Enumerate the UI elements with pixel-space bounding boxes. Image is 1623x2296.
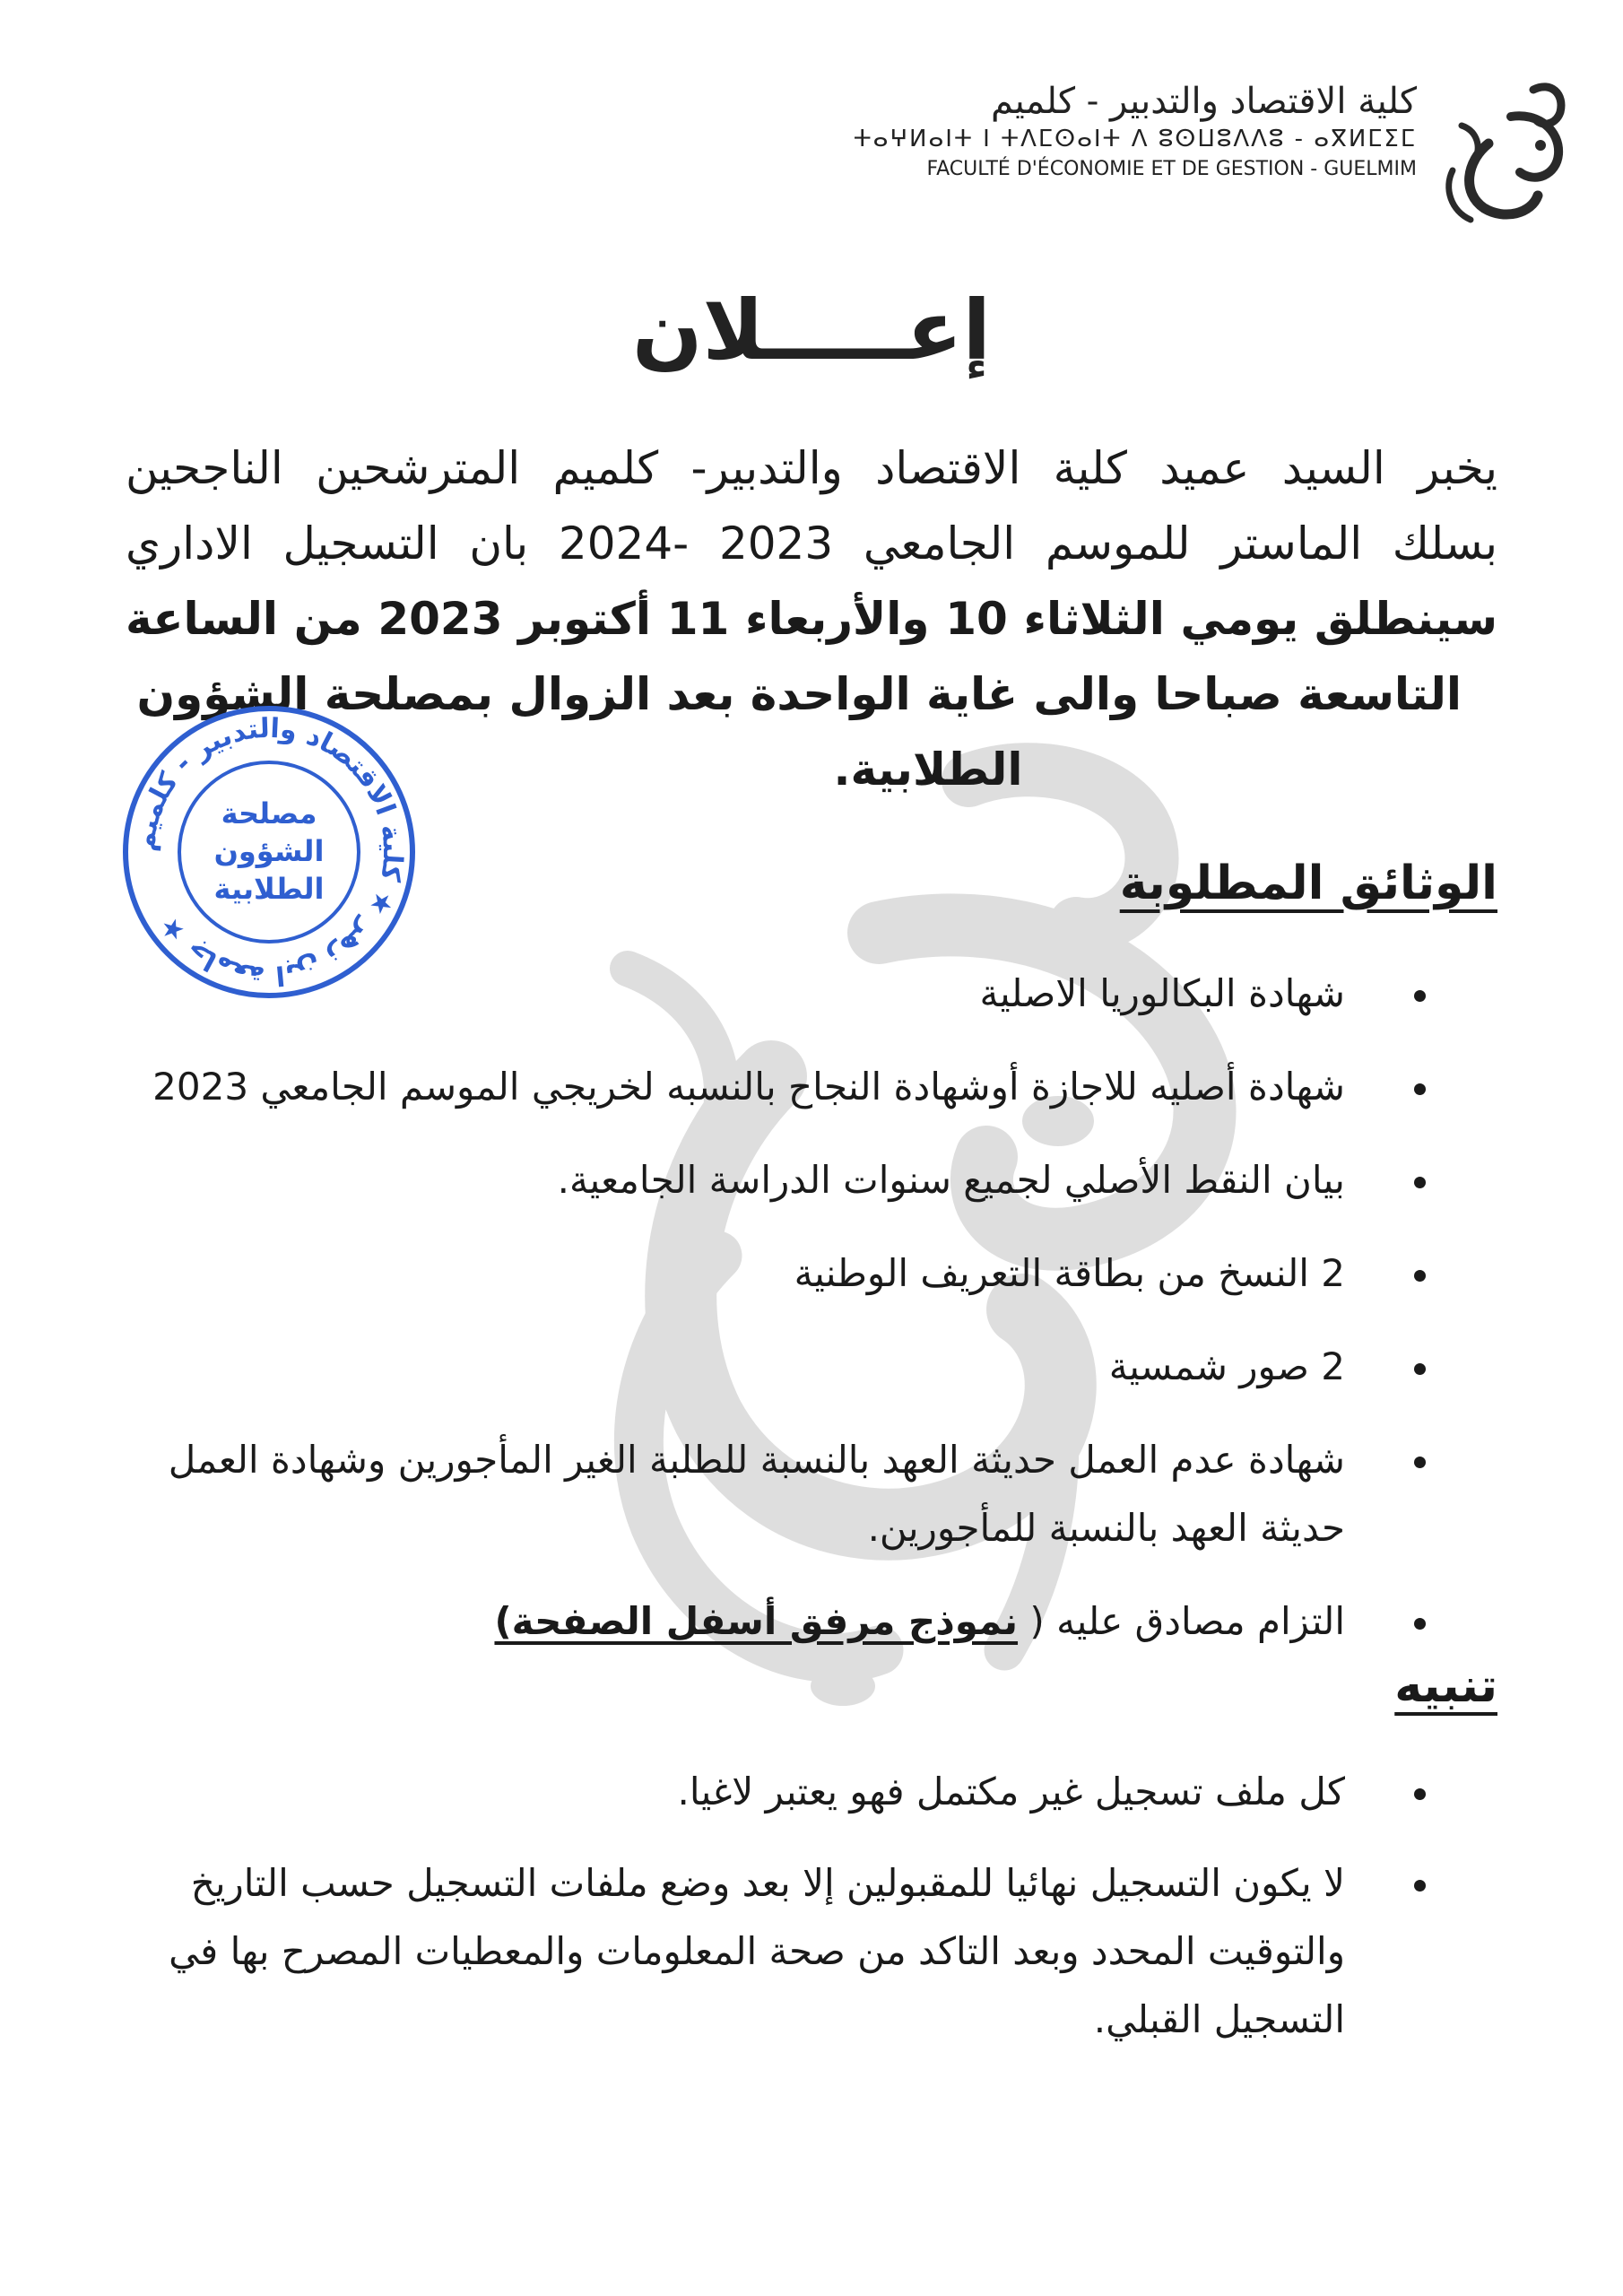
list-item: 2 النسخ من بطاقة التعريف الوطنية bbox=[152, 1239, 1497, 1308]
list-item: لا يكون التسجيل نهائيا للمقبولين إلا بعد وضع ملفات التسجيل حسب التاريخ والتوقيت المحدد وبعد التاكد من صحة المعلومات والمعطيات المصرح بها في التسجيل القبلي. bbox=[152, 1849, 1497, 2054]
intro-line-4: التاسعة صباحا والى غاية الواحدة بعد الزوال بمصلحة الشؤون bbox=[136, 668, 1462, 720]
stamp-center-line-2: الشؤون bbox=[213, 834, 325, 868]
page-title bbox=[0, 283, 1623, 378]
title-text: إعـــــلان bbox=[632, 283, 991, 378]
stamp-ring-text: جامعة ابن زهر ★ كلية الاقتصاد والتدبير - كلميم ★ bbox=[129, 712, 409, 992]
header-tifinagh-name: ⵜⴰⵖⵍⴰⵏⵜ ⵏ ⵜⴷⵎⵙⴰⵏⵜ ⴷ ⵓⵙⵡⵓⴷⴷⵓ - ⴰⴳⵍⵎⵉⵎ bbox=[853, 126, 1417, 152]
page-header bbox=[762, 72, 1569, 233]
header-arabic-name: كلية الاقتصاد والتدبير - كلميم bbox=[990, 81, 1417, 122]
commitment-model-note: نموذج مرفق أسفل الصفحة) bbox=[494, 1599, 1019, 1643]
list-item: 2 صور شمسية bbox=[152, 1333, 1497, 1401]
stamp-center-line-1: مصلحة bbox=[221, 796, 317, 831]
intro-line-3: سينطلق يومي الثلاثاء 10 والأربعاء 11 أكتوبر 2023 من الساعة bbox=[126, 593, 1498, 645]
documents-heading: الوثائق المطلوبة bbox=[1119, 857, 1497, 910]
stamp-center-line-3: الطلابية bbox=[213, 872, 325, 906]
list-item: شهادة البكالوريا الاصلية bbox=[152, 960, 1497, 1028]
list-item bbox=[152, 1587, 1497, 1656]
commitment-prefix: التزام مصادق عليه ( bbox=[1029, 1599, 1345, 1643]
notice-list bbox=[152, 1758, 1497, 2077]
list-item: كل ملف تسجيل غير مكتمل فهو يعتبر لاغيا. bbox=[152, 1758, 1497, 1826]
header-french-name: FACULTÉ D'ÉCONOMIE ET DE GESTION - GUELMIM bbox=[926, 158, 1417, 180]
university-logo-icon bbox=[1435, 72, 1569, 224]
intro-line-5: الطلابية. bbox=[833, 744, 1023, 796]
intro-line-2: بسلك الماستر للموسم الجامعي 2023 -2024 بان التسجيل الاداري bbox=[126, 517, 1498, 570]
list-item: شهادة أصليه للاجازة أوشهادة النجاح بالنسبه لخريجي الموسم الجامعي 2023 bbox=[152, 1053, 1497, 1121]
documents-list bbox=[152, 960, 1497, 1681]
intro-line-1: يخبر السيد عميد كلية الاقتصاد والتدبير- كلميم المترشحين الناجحين bbox=[126, 442, 1497, 494]
header-text-block bbox=[789, 81, 1417, 180]
list-item: شهادة عدم العمل حديثة العهد بالنسبة للطلبة الغير المأجورين وشهادة العمل حديثة العهد بالنسبة للمأجورين. bbox=[152, 1426, 1497, 1562]
university-stamp-icon bbox=[117, 700, 421, 1004]
notice-heading: تنبيه bbox=[1394, 1659, 1497, 1713]
list-item: بيان النقط الأصلي لجميع سنوات الدراسة الجامعية. bbox=[152, 1146, 1497, 1214]
